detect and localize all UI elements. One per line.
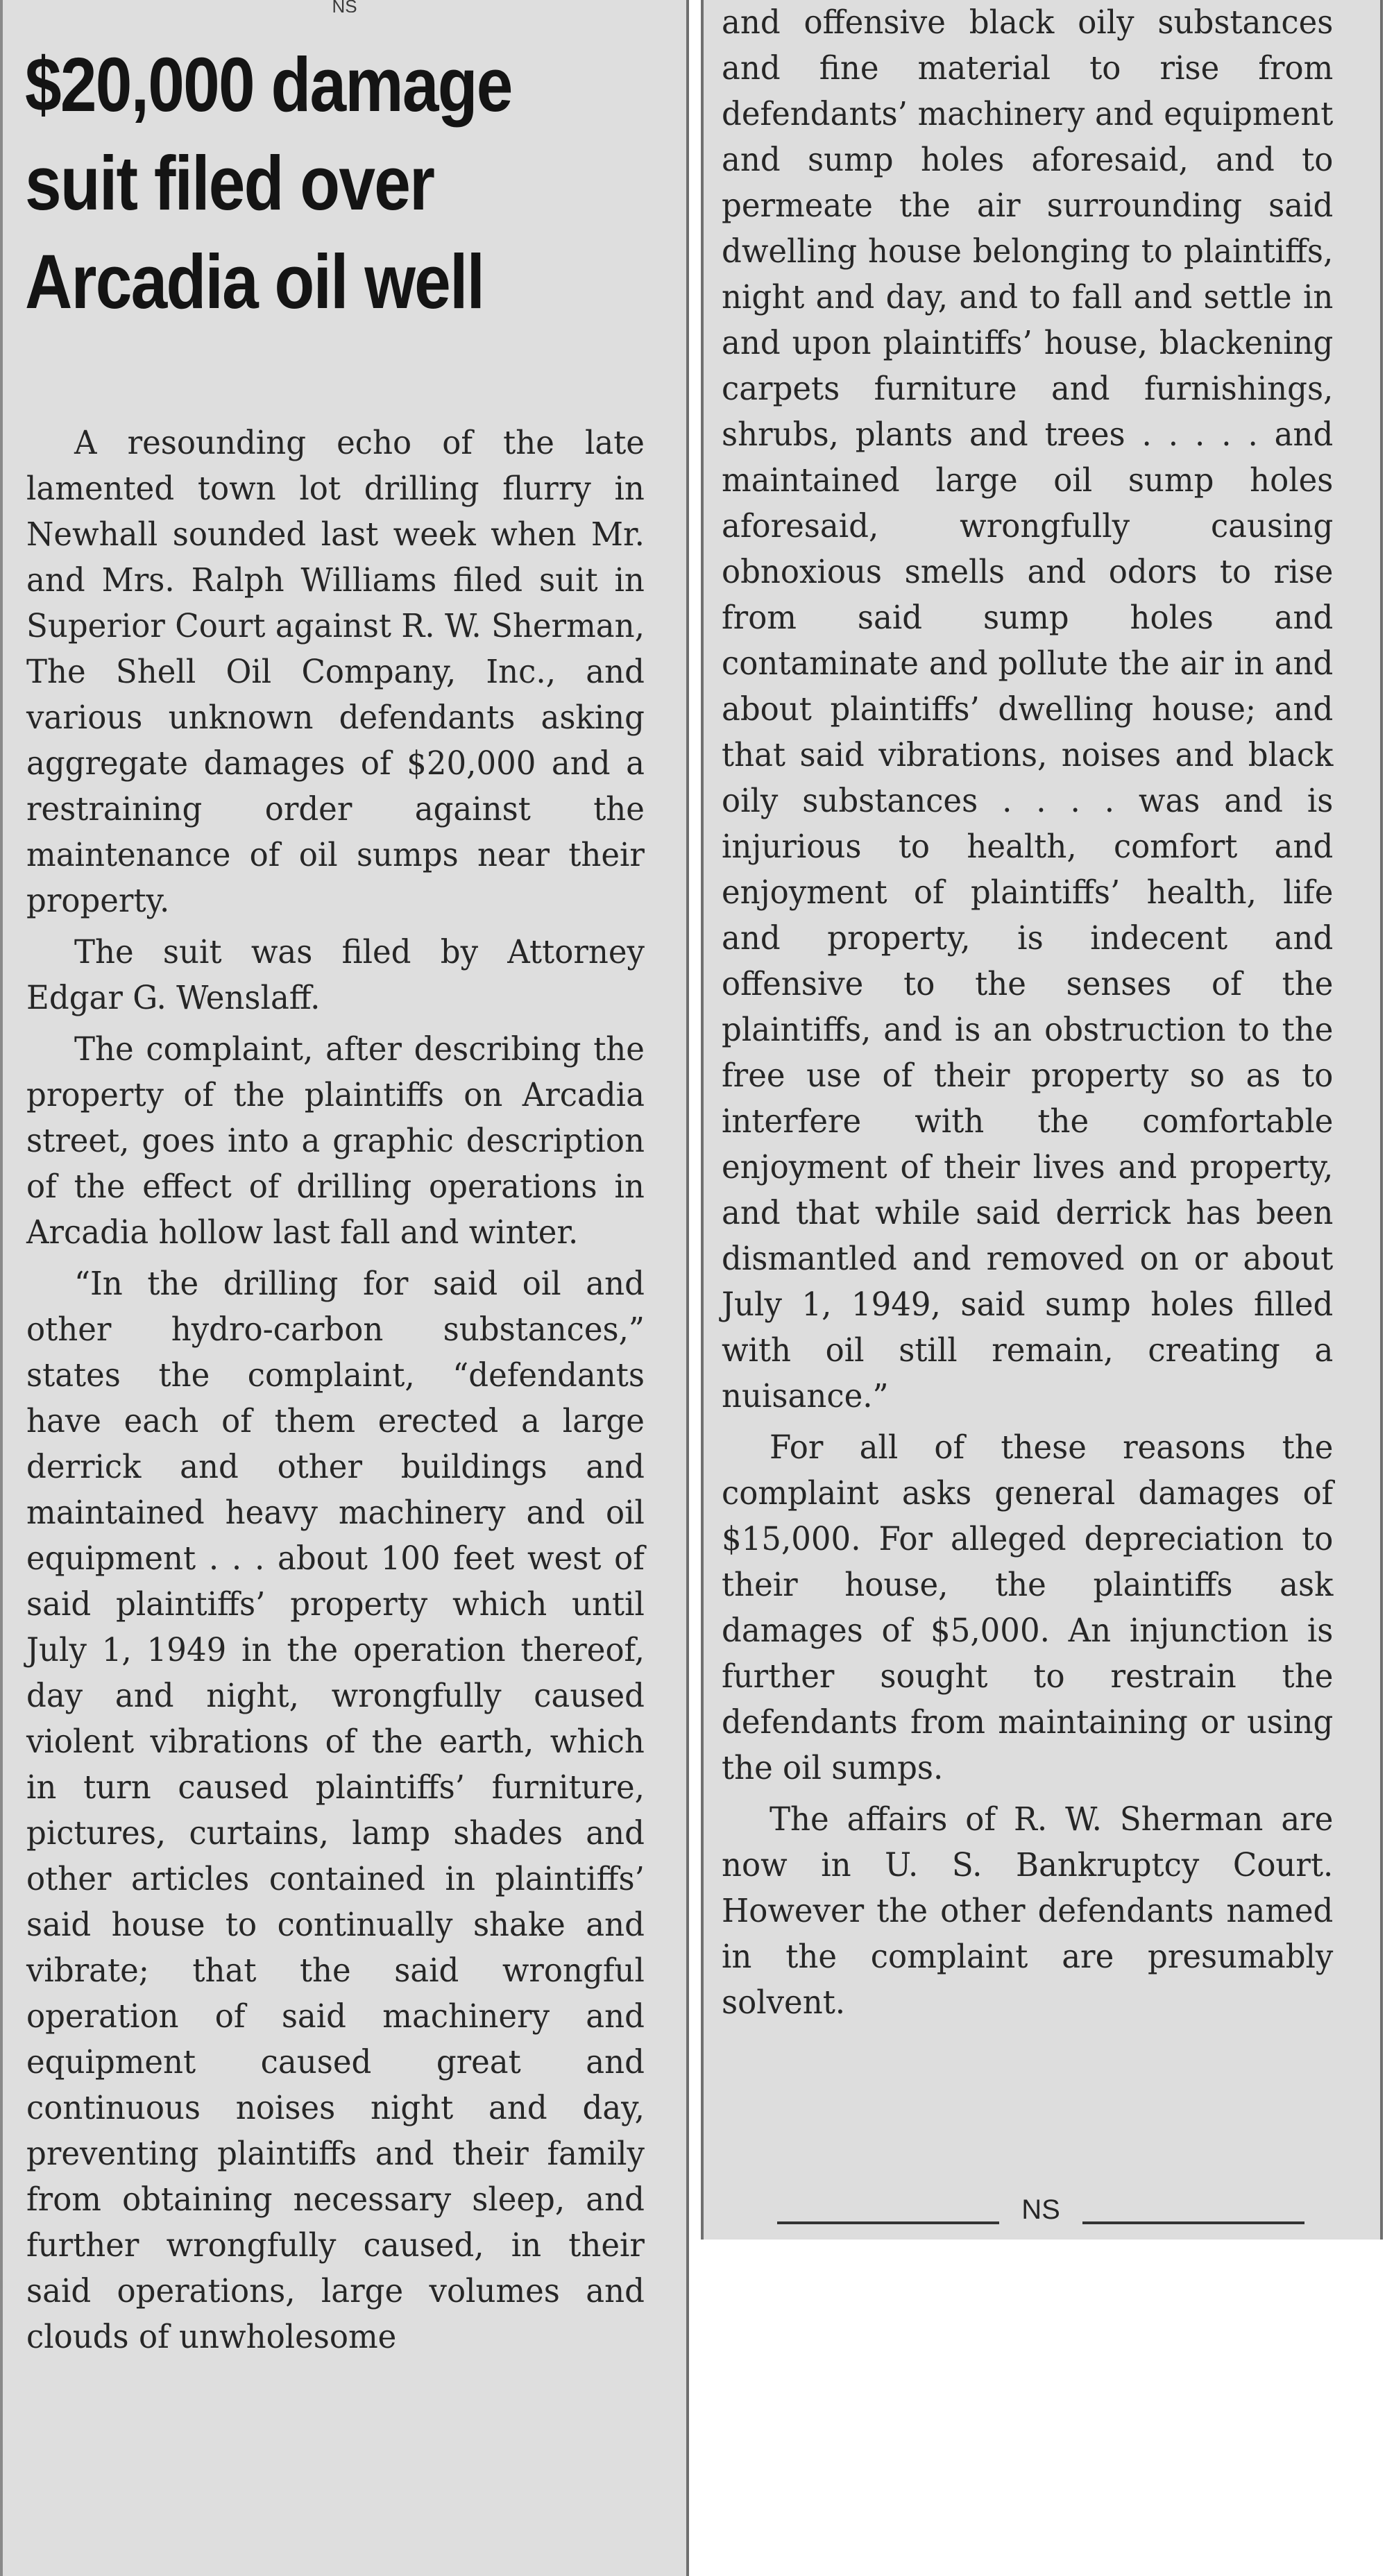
article-body-column-1 xyxy=(26,420,645,2360)
paragraph-complaint-quote-continued: and offensive black oily substances and fine material to rise from defendants’ machinery and equipment and sump holes aforesaid, and to permeate the air surrounding said dwelling house belonging to plaintiffs, night and day, and to fall and settle in and upon plaintiffs’ house, blackening carpets furniture and furnishings, shrubs, plants and trees . . . . . and maintained large oil sump holes aforesaid, wrongfully causing obnoxious smells and odors to rise from said sump holes and contaminate and pollute the air in and about plaintiffs’ dwelling house; and that said vibrations, noises and black oily substances . . . . was and is injurious to health, comfort and enjoyment of plaintiffs’ health, life and property, is indecent and offensive to the senses of the plaintiffs, and is an obstruction to the free use of their property so as to interfere with the comfortable enjoyment of their lives and property, and that while said derrick has been dismantled and removed on or about July 1, 1949, said sump holes filled with oil still remain, creating a nuisance.” xyxy=(722,3,1334,1415)
article-body-column-2 xyxy=(722,0,1333,2026)
paragraph-lead: A resounding echo of the late lamented town lot drilling flurry in Newhall sounded last week when Mr. and Mrs. Ralph Williams filed suit in Superior Court against R. W. Sherman, The Shell Oil Company, Inc., and various unknown defendants asking aggregate damages of $20,000 and a restraining order against the maintenance of oil sumps near their property. xyxy=(26,424,645,920)
end-rule-right xyxy=(1082,2221,1304,2224)
paragraph-complaint-quote: “In the drilling for said oil and other hydro-carbon substances,” states the complaint, “defendants have each of them erected a large derrick and other buildings and maintained heavy machinery and oil equipment . . . about 100 feet west of said plaintiffs’ property which until July 1, 1949 in the operation thereof, day and night, wrongfully caused violent vibrations of the earth, which in turn caused plaintiffs’ furniture, pictures, curtains, lamp shades and other articles contained in plaintiffs’ said house to continually shake and vibrate; that the said wrongful operation of said machinery and equipment caused great and continuous noises night and day, preventing plaintiffs and their family from obtaining necessary sleep, and further wrongfully caused, in their said operations, large volumes and clouds of unwholesome xyxy=(26,1265,645,2356)
paragraph-bankruptcy: The affairs of R. W. Sherman are now in U. S. Bankruptcy Court. However the other defendants named in the complaint are presumably solvent. xyxy=(722,1800,1334,2022)
end-rule-left xyxy=(777,2221,999,2224)
end-mark xyxy=(777,2185,1304,2234)
headline: $20,000 damage suit filed over Arcadia oil well xyxy=(25,42,512,325)
paragraph-attorney: The suit was filed by Attorney Edgar G. Wenslaff. xyxy=(26,933,645,1017)
end-mark-initials: NS xyxy=(1021,2194,1060,2225)
paragraph-complaint-description: The complaint, after describing the property of the plaintiffs on Arcadia street, goes into a graphic description of the effect of drilling operations in Arcadia hollow last fall and winter. xyxy=(26,1030,645,1252)
top-mark: NS xyxy=(332,0,357,12)
paragraph-damages: For all of these reasons the complaint asks general damages of $15,000. For alleged depreciation to their house, the plaintiffs ask damages of $5,000. An injunction is further sought to restrain the defendants from maintaining or using the oil sumps. xyxy=(722,1428,1334,1787)
